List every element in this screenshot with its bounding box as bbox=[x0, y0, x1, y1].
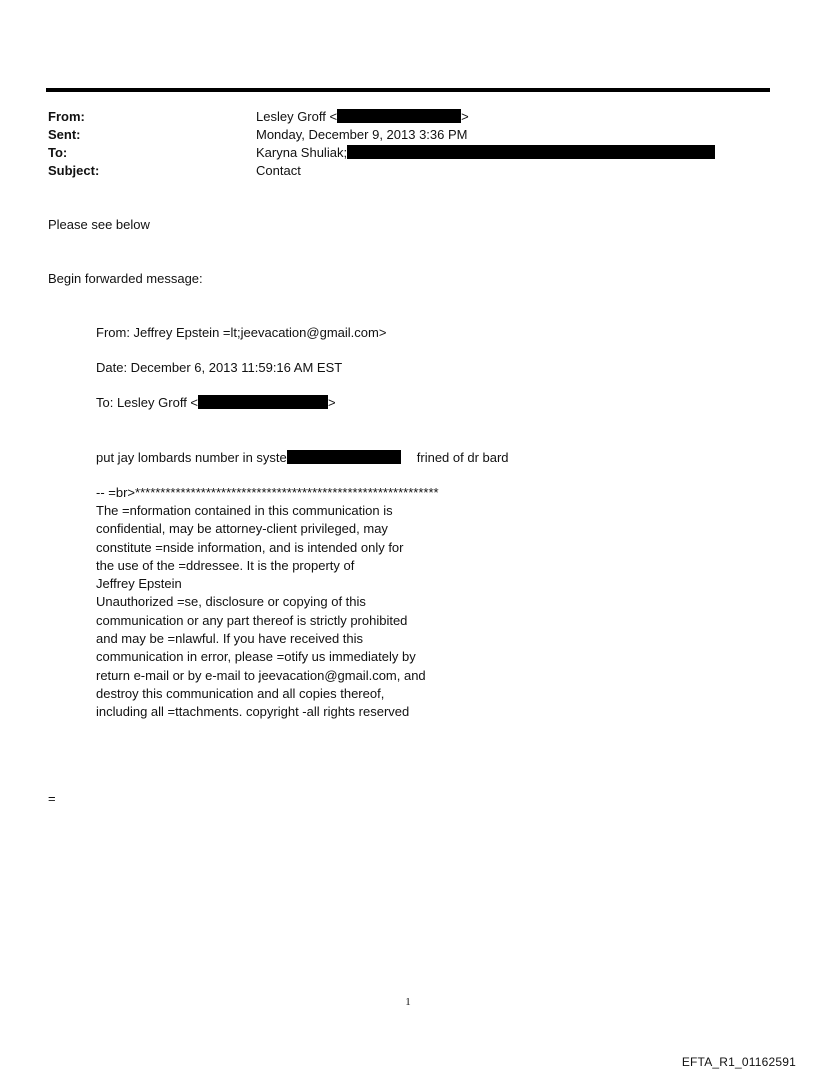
redaction-box bbox=[337, 109, 461, 123]
disclaimer-line: The =nformation contained in this communication is bbox=[96, 503, 393, 518]
sent-label: Sent: bbox=[48, 127, 81, 142]
intro-text: Please see below bbox=[48, 217, 150, 232]
forwarded-from: From: Jeffrey Epstein =lt;jeevacation@gmail.com> bbox=[96, 325, 387, 340]
to-value bbox=[256, 144, 715, 162]
confidentiality-disclaimer bbox=[96, 502, 596, 722]
sent-value: Monday, December 9, 2013 3:36 PM bbox=[256, 127, 468, 142]
subject-label: Subject: bbox=[48, 163, 100, 178]
disclaimer-line: destroy this communication and all copies thereof, bbox=[96, 685, 385, 701]
page-number: 1 bbox=[405, 996, 411, 1008]
redaction-box bbox=[198, 395, 328, 409]
from-value: Lesley Groff < > bbox=[256, 109, 469, 124]
disclaimer-line: constitute =nside information, and is intended only for bbox=[96, 539, 404, 555]
disclaimer-line: and may be =nlawful. If you have received this bbox=[96, 631, 364, 647]
disclaimer-line: Unauthorized =se, disclosure or copying of this bbox=[96, 594, 366, 610]
signature-separator: -- =br>************************************************************ bbox=[96, 485, 439, 500]
disclaimer-line: communication or any part thereof is strictly prohibited bbox=[96, 612, 408, 628]
forwarded-to: To: Lesley Groff < > bbox=[96, 395, 336, 410]
forwarded-date: Date: December 6, 2013 11:59:16 AM EST bbox=[96, 360, 343, 375]
trailing-equals: = bbox=[48, 791, 56, 806]
disclaimer-line: return e-mail or by e-mail to jeevacation@gmail.com, and bbox=[96, 667, 426, 683]
redaction-box bbox=[287, 450, 401, 464]
document-id: EFTA_R1_01162591 bbox=[681, 1055, 796, 1069]
disclaimer-line: communication in error, please =otify us immediately by bbox=[96, 649, 416, 665]
subject-value: Contact bbox=[256, 163, 301, 178]
header-rule bbox=[46, 88, 770, 92]
disclaimer-line: including all =ttachments. copyright -all rights reserved bbox=[96, 704, 410, 720]
forward-intro: Begin forwarded message: bbox=[48, 271, 203, 286]
from-label: From: bbox=[48, 109, 85, 124]
disclaimer-line: Jeffrey Epstein bbox=[96, 576, 182, 592]
redaction-box bbox=[347, 145, 715, 159]
to-label: To: bbox=[48, 145, 68, 160]
disclaimer-line: the use of the =ddressee. It is the property of bbox=[96, 557, 355, 573]
from-name: Lesley Groff < bbox=[256, 109, 338, 124]
disclaimer-line: confidential, may be attorney-client privileged, may bbox=[96, 521, 388, 537]
to-recipient: Karyna Shuliak; bbox=[256, 145, 348, 160]
message-text: put jay lombards number in syste frined of dr bard bbox=[96, 450, 509, 465]
